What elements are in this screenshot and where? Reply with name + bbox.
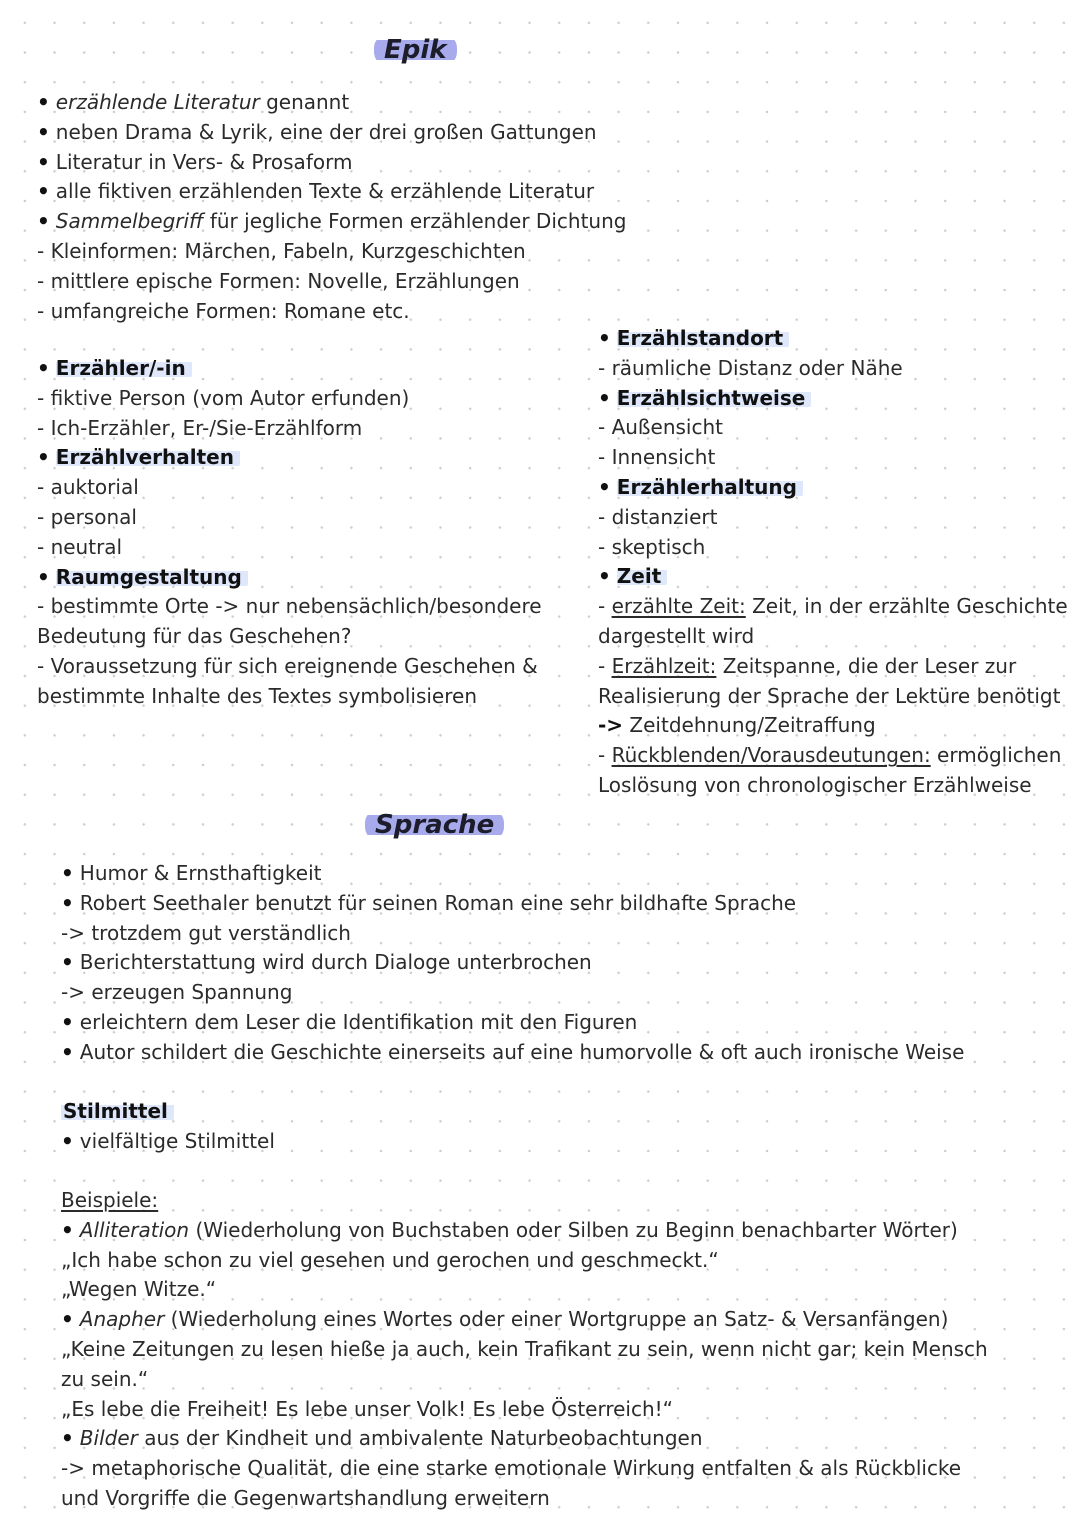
list-item: - personal bbox=[37, 504, 137, 529]
section-raumgestaltung: • Raumgestaltung bbox=[37, 563, 542, 593]
beispiele-section bbox=[61, 1186, 1001, 1514]
list-item: - fiktive Person (vom Autor erfunden) bbox=[37, 385, 410, 410]
intro-item: • erzählende Literatur genannt bbox=[37, 88, 626, 118]
section-zeit: • Zeit bbox=[598, 562, 1068, 592]
sprache-item: • Berichterstattung wird durch Dialoge unterbrochen bbox=[61, 948, 964, 978]
zeit-dehnung: -> Zeitdehnung/Zeitraffung bbox=[598, 713, 876, 738]
beispiel-alliteration: • Alliteration (Wiederholung von Buchstaben oder Silben zu Beginn benachbarter Wörter) bbox=[61, 1216, 1001, 1246]
sprache-item: • erleichtern dem Leser die Identifikation mit den Figuren bbox=[61, 1008, 964, 1038]
zeit-erzaehlte-zeit: - erzählte Zeit: Zeit, in der erzählte Geschichte bbox=[598, 594, 1068, 619]
sprache-item: • Humor & Ernsthaftigkeit bbox=[61, 859, 964, 889]
quote: „Wegen Witze.“ bbox=[61, 1277, 217, 1302]
beispiele-label: Beispiele: bbox=[61, 1188, 159, 1212]
form-item: - mittlere epische Formen: Novelle, Erzählungen bbox=[37, 268, 520, 293]
form-item: - Kleinformen: Märchen, Fabeln, Kurzgeschichten bbox=[37, 238, 526, 263]
intro-item: • Sammelbegriff für jegliche Formen erzählender Dichtung bbox=[37, 207, 626, 237]
form-item: - umfangreiche Formen: Romane etc. bbox=[37, 298, 410, 323]
list-item: - neutral bbox=[37, 534, 123, 559]
sprache-item: • Autor schildert die Geschichte einerseits auf eine humorvolle & oft auch ironische Weise bbox=[61, 1038, 964, 1068]
sprache-list bbox=[61, 859, 964, 1068]
list-item: dargestellt wird bbox=[598, 623, 755, 648]
sprache-item: • Robert Seethaler benutzt für seinen Roman eine sehr bildhafte Sprache bbox=[61, 889, 964, 919]
list-item: - Innensicht bbox=[598, 445, 716, 470]
list-item: - distanziert bbox=[598, 504, 718, 529]
zeit-erzaehlzeit: - Erzählzeit: Zeitspanne, die der Leser zur bbox=[598, 653, 1017, 678]
stilmittel-title: Stilmittel bbox=[61, 1097, 275, 1127]
stilmittel-item: • vielfältige Stilmittel bbox=[61, 1127, 275, 1157]
list-item: - räumliche Distanz oder Nähe bbox=[598, 355, 903, 380]
section-erzaehlstandort: • Erzählstandort bbox=[598, 324, 1068, 354]
section-erzaehlverhalten: • Erzählverhalten bbox=[37, 443, 542, 473]
sprache-item: -> trotzdem gut verständlich bbox=[61, 920, 351, 945]
epik-right-column bbox=[598, 324, 1068, 801]
stilmittel-section bbox=[61, 1097, 275, 1157]
list-item: - skeptisch bbox=[598, 534, 706, 559]
quote: „Es lebe die Freiheit! Es lebe unser Volk! Es lebe Österreich!“ bbox=[61, 1396, 674, 1421]
intro-item: • Literatur in Vers- & Prosaform bbox=[37, 148, 626, 178]
intro-item: • alle fiktiven erzählenden Texte & erzählende Literatur bbox=[37, 177, 626, 207]
list-item: Loslösung von chronologischer Erzählweise bbox=[598, 772, 1032, 797]
list-item: - Außensicht bbox=[598, 415, 723, 440]
list-item: - Ich-Erzähler, Er-/Sie-Erzählform bbox=[37, 415, 363, 440]
zeit-rueckblenden: - Rückblenden/Vorausdeutungen: ermöglichen bbox=[598, 743, 1062, 768]
section-erzaehlsichtweise: • Erzählsichtweise bbox=[598, 384, 1068, 414]
list-item: bestimmte Inhalte des Textes symbolisieren bbox=[37, 683, 477, 708]
list-item: Realisierung der Sprache der Lektüre benötigt bbox=[598, 683, 1061, 708]
list-item: Bedeutung für das Geschehen? bbox=[37, 624, 352, 649]
list-item: - Voraussetzung für sich ereignende Geschehen & bbox=[37, 653, 538, 678]
beispiel-anapher: • Anapher (Wiederholung eines Wortes oder einer Wortgruppe an Satz- & Versanfängen) bbox=[61, 1305, 1001, 1335]
sprache-heading: Sprache bbox=[365, 809, 504, 841]
epik-left-column bbox=[37, 354, 542, 712]
section-erzaehlerhaltung: • Erzählerhaltung bbox=[598, 473, 1068, 503]
epik-intro bbox=[37, 88, 626, 326]
epik-heading: Epik bbox=[374, 34, 457, 66]
quote: „Ich habe schon zu viel gesehen und gerochen und geschmeckt.“ bbox=[61, 1247, 719, 1272]
bilder-explanation: -> metaphorische Qualität, die eine starke emotionale Wirkung entfalten & als Rückblicke und Vorgriffe die Gegenwartshandlung erweitern bbox=[61, 1456, 962, 1510]
section-erzaehler: • Erzähler/-in bbox=[37, 354, 542, 384]
sprache-item: -> erzeugen Spannung bbox=[61, 980, 293, 1005]
list-item: - bestimmte Orte -> nur nebensächlich/besondere bbox=[37, 594, 542, 619]
list-item: - auktorial bbox=[37, 475, 139, 500]
quote: „Keine Zeitungen zu lesen hieße ja auch, kein Trafikant zu sein, wenn nicht gar; kein Mensch zu sein.“ bbox=[61, 1336, 988, 1391]
beispiel-bilder: • Bilder aus der Kindheit und ambivalente Naturbeobachtungen bbox=[61, 1424, 1001, 1454]
intro-item: • neben Drama & Lyrik, eine der drei großen Gattungen bbox=[37, 118, 626, 148]
